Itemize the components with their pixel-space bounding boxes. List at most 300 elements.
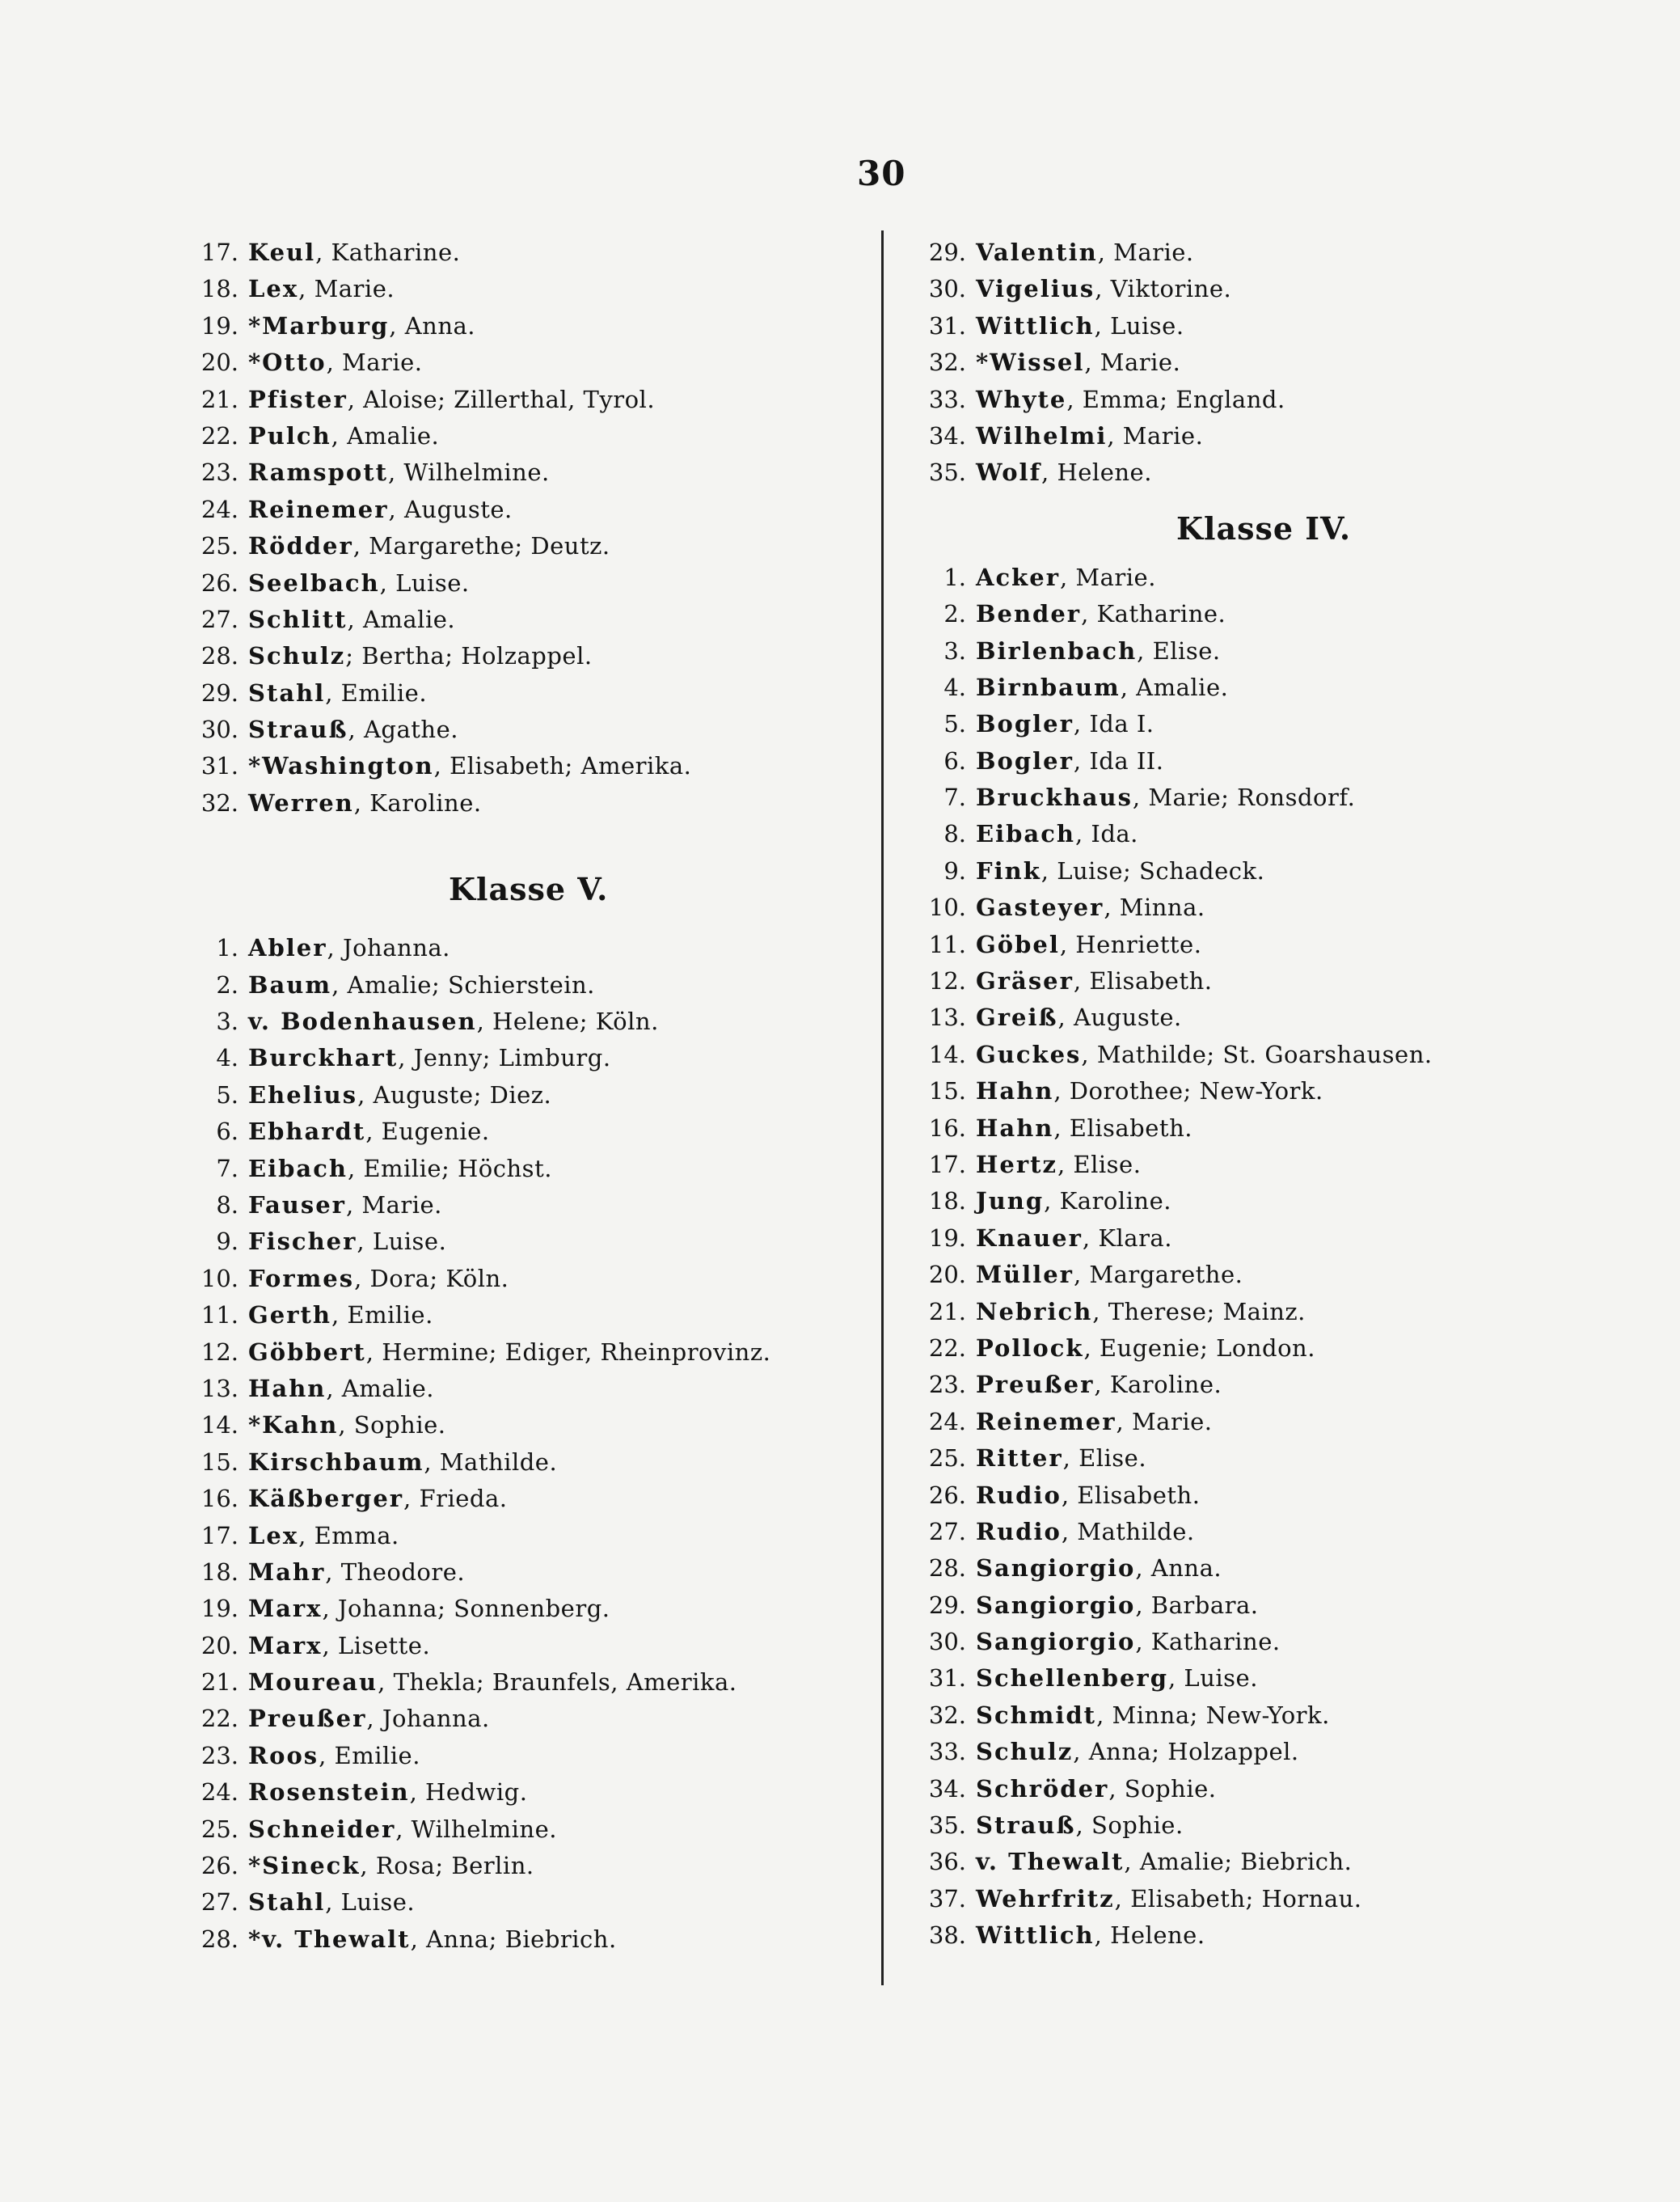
entry-number: 3. xyxy=(216,1008,238,1036)
list-item xyxy=(910,816,1637,852)
entry-surname: *Sineck xyxy=(248,1852,361,1880)
entry-details: , Elise. xyxy=(1057,1150,1142,1178)
list-item xyxy=(182,1664,910,1701)
entry-number: 31. xyxy=(928,1664,966,1693)
entry-surname: Valentin xyxy=(976,239,1098,266)
list-item xyxy=(182,930,910,966)
list-item xyxy=(182,454,910,491)
entry-surname: Wittlich xyxy=(976,1921,1095,1950)
entry-details: , Sophie. xyxy=(1075,1811,1184,1840)
entry-surname: Greiß xyxy=(976,1004,1058,1032)
entry-number: 11. xyxy=(201,1301,238,1329)
list-item xyxy=(910,308,1637,344)
entry-surname: Pollock xyxy=(976,1333,1084,1362)
entry-number: 22. xyxy=(201,421,238,450)
list-item xyxy=(910,1000,1637,1036)
entry-details: , Agathe. xyxy=(348,716,458,744)
list-item xyxy=(182,344,910,381)
entry-details: , Elisabeth; Hornau. xyxy=(1114,1884,1362,1912)
entry-number: 4. xyxy=(943,673,966,701)
entry-details: , Elisabeth. xyxy=(1073,967,1213,995)
list-item xyxy=(182,1701,910,1737)
entry-details: , Auguste. xyxy=(388,495,513,523)
entry-surname: Wehrfritz xyxy=(976,1884,1115,1912)
list-item xyxy=(182,1444,910,1481)
list-item xyxy=(182,382,910,418)
entry-surname: Käßberger xyxy=(248,1485,404,1513)
entry-surname: Schulz xyxy=(248,642,346,670)
entry-number: 20. xyxy=(201,1631,238,1659)
list-item xyxy=(182,1371,910,1407)
list-item xyxy=(182,1518,910,1554)
entry-details: , Anna; Biebrich. xyxy=(410,1925,617,1953)
entry-surname: Kirschbaum xyxy=(248,1448,424,1476)
entry-details: , Marie. xyxy=(298,275,395,303)
entry-number: 12. xyxy=(928,967,966,995)
list-item xyxy=(182,1554,910,1591)
list-item xyxy=(182,748,910,784)
list-item xyxy=(182,1628,910,1664)
list-item xyxy=(182,1921,910,1958)
entry-surname: Abler xyxy=(248,934,327,962)
entry-surname: Schneider xyxy=(248,1815,396,1843)
list-item xyxy=(910,596,1637,632)
entry-number: 19. xyxy=(201,1595,238,1623)
entry-surname: *Otto xyxy=(248,349,327,377)
list-item xyxy=(182,638,910,674)
list-item xyxy=(910,1330,1637,1367)
list-item xyxy=(910,454,1637,491)
entry-number: 17. xyxy=(201,239,238,266)
entry-details: , Marie. xyxy=(345,1190,442,1219)
list-item xyxy=(910,560,1637,596)
entry-details: , Emilie. xyxy=(331,1301,433,1329)
entry-details: , Marie. xyxy=(1097,239,1194,266)
list-item xyxy=(910,927,1637,963)
entry-details: , Margarethe. xyxy=(1073,1261,1243,1289)
list-item xyxy=(910,235,1637,271)
entry-details: , Hedwig. xyxy=(409,1778,528,1807)
entry-details: , Amalie; Biebrich. xyxy=(1124,1848,1353,1876)
entry-surname: Stahl xyxy=(248,1888,326,1917)
list-item xyxy=(910,1220,1637,1257)
entry-details: , Johanna. xyxy=(327,934,450,962)
entry-details: , Anna. xyxy=(389,311,476,340)
entry-surname: Sangiorgio xyxy=(976,1554,1136,1583)
entry-number: 21. xyxy=(201,385,238,413)
entry-details: , Emilie. xyxy=(325,678,428,707)
entry-surname: Werren xyxy=(248,788,354,817)
entry-details: , Mathilde. xyxy=(1061,1517,1195,1545)
list-item xyxy=(910,853,1637,890)
entry-number: 21. xyxy=(201,1668,238,1697)
entry-surname: Reinemer xyxy=(248,495,389,523)
entry-number: 26. xyxy=(201,1852,238,1880)
list-item xyxy=(182,712,910,748)
entry-details: , Ida. xyxy=(1074,820,1138,848)
entry-details: , Amalie. xyxy=(347,605,456,633)
entry-details: , Katharine. xyxy=(1081,600,1226,628)
entry-number: 30. xyxy=(201,716,238,744)
entry-surname: Ritter xyxy=(976,1444,1063,1473)
entry-number: 16. xyxy=(201,1485,238,1513)
list-item xyxy=(182,1407,910,1443)
entry-details: , Elise. xyxy=(1062,1444,1147,1473)
entry-surname: Göbbert xyxy=(248,1338,366,1366)
entry-details: , Wilhelmine. xyxy=(387,459,550,487)
entry-surname: Pulch xyxy=(248,421,331,450)
list-item xyxy=(182,1297,910,1333)
entry-details: , Auguste. xyxy=(1057,1004,1182,1032)
entry-surname: Acker xyxy=(976,563,1060,591)
list-item xyxy=(182,1040,910,1076)
entry-details: , Anna. xyxy=(1135,1554,1222,1583)
list-item xyxy=(910,633,1637,670)
entry-details: , Hermine; Ediger, Rheinprovinz. xyxy=(365,1338,771,1366)
class-heading-v: Klasse V. xyxy=(449,871,609,908)
entry-number: 28. xyxy=(201,642,238,670)
entry-details: , Ida I. xyxy=(1073,710,1154,738)
entry-surname: Sangiorgio xyxy=(976,1591,1136,1619)
entry-surname: Hahn xyxy=(976,1114,1054,1142)
entry-number: 25. xyxy=(201,532,238,560)
entry-surname: Whyte xyxy=(976,385,1067,413)
entry-number: 28. xyxy=(201,1925,238,1953)
entry-number: 31. xyxy=(201,752,238,780)
list-item xyxy=(182,1884,910,1921)
entry-surname: Birlenbach xyxy=(976,636,1138,665)
entry-details: , Helene; Köln. xyxy=(476,1008,659,1036)
entry-surname: Stahl xyxy=(248,678,326,707)
entry-surname: Sangiorgio xyxy=(976,1628,1136,1656)
entry-surname: Roos xyxy=(248,1741,319,1769)
class-iv-list xyxy=(910,560,1637,1955)
entry-details: , Luise. xyxy=(379,568,470,597)
list-item xyxy=(910,963,1637,1000)
entry-surname: Wittlich xyxy=(976,311,1095,340)
entry-number: 29. xyxy=(928,239,966,266)
entry-number: 30. xyxy=(928,275,966,303)
entry-number: 38. xyxy=(928,1921,966,1950)
list-item xyxy=(910,706,1637,742)
entry-number: 24. xyxy=(928,1407,966,1435)
entry-number: 18. xyxy=(201,1557,238,1586)
entry-surname: Gräser xyxy=(976,967,1074,995)
entry-details: , Emilie; Höchst. xyxy=(347,1154,552,1182)
list-item xyxy=(182,1738,910,1774)
entry-surname: Hahn xyxy=(976,1077,1054,1105)
list-item xyxy=(182,1591,910,1627)
entry-number: 10. xyxy=(201,1264,238,1292)
left-column xyxy=(182,235,910,1958)
list-item xyxy=(182,1077,910,1114)
entry-details: , Johanna. xyxy=(366,1705,490,1733)
list-item xyxy=(182,492,910,528)
list-item xyxy=(182,1114,910,1150)
entry-number: 24. xyxy=(201,495,238,523)
entry-number: 14. xyxy=(928,1040,966,1068)
page-number: 30 xyxy=(857,154,906,193)
entry-number: 21. xyxy=(928,1297,966,1325)
entry-details: , Emma. xyxy=(298,1521,399,1549)
list-item xyxy=(182,1848,910,1884)
left-top-list xyxy=(182,235,910,822)
entry-details: , Eugenie; London. xyxy=(1083,1333,1315,1362)
entry-surname: Pfister xyxy=(248,385,348,413)
entry-details: , Marie. xyxy=(1084,349,1181,377)
entry-surname: Hertz xyxy=(976,1150,1057,1178)
list-item xyxy=(910,670,1637,706)
entry-number: 37. xyxy=(928,1884,966,1912)
entry-details: , Klara. xyxy=(1082,1224,1172,1252)
entry-surname: Lex xyxy=(248,1521,299,1549)
entry-surname: Moureau xyxy=(248,1668,378,1697)
entry-surname: Formes xyxy=(248,1264,355,1292)
entry-number: 27. xyxy=(928,1517,966,1545)
entry-details: , Katharine. xyxy=(315,239,461,266)
entry-surname: Eibach xyxy=(976,820,1075,848)
entry-number: 19. xyxy=(928,1224,966,1252)
list-item xyxy=(910,780,1637,816)
entry-details: , Amalie. xyxy=(1120,673,1229,701)
list-item xyxy=(910,382,1637,418)
entry-surname: Burckhart xyxy=(248,1044,399,1072)
list-item xyxy=(910,1440,1637,1477)
entry-number: 6. xyxy=(943,746,966,775)
entry-surname: Preußer xyxy=(248,1705,367,1733)
entry-number: 10. xyxy=(928,894,966,922)
entry-details: , Karoline. xyxy=(1094,1371,1222,1399)
list-item xyxy=(182,1481,910,1517)
entry-surname: Mahr xyxy=(248,1557,326,1586)
entry-details: , Margarethe; Deutz. xyxy=(352,532,610,560)
list-item xyxy=(910,1697,1637,1734)
entry-details: , Henriette. xyxy=(1059,930,1202,958)
entry-surname: Fink xyxy=(976,856,1041,885)
entry-number: 29. xyxy=(928,1591,966,1619)
entry-number: 34. xyxy=(928,1774,966,1803)
entry-surname: Strauß xyxy=(248,716,348,744)
entry-surname: Ebhardt xyxy=(248,1118,366,1146)
entry-number: 13. xyxy=(201,1374,238,1402)
list-item xyxy=(182,967,910,1004)
entry-details: , Sophie. xyxy=(338,1411,446,1439)
entry-details: , Wilhelmine. xyxy=(395,1815,557,1843)
entry-number: 35. xyxy=(928,459,966,487)
entry-number: 22. xyxy=(928,1333,966,1362)
entry-number: 30. xyxy=(928,1628,966,1656)
entry-number: 5. xyxy=(216,1080,238,1109)
entry-details: , Luise. xyxy=(1168,1664,1258,1693)
entry-details: , Therese; Mainz. xyxy=(1092,1297,1306,1325)
list-item xyxy=(182,1811,910,1848)
list-item xyxy=(910,1624,1637,1660)
entry-surname: Gasteyer xyxy=(976,894,1104,922)
list-item xyxy=(910,418,1637,454)
entry-details: , Aloise; Zillerthal, Tyrol. xyxy=(347,385,656,413)
entry-surname: Ehelius xyxy=(248,1080,358,1109)
entry-details: , Luise. xyxy=(357,1228,447,1256)
entry-number: 15. xyxy=(201,1448,238,1476)
entry-details: , Thekla; Braunfels, Amerika. xyxy=(378,1668,737,1697)
entry-details: , Luise; Schadeck. xyxy=(1041,856,1265,885)
entry-details: , Dorothee; New-York. xyxy=(1053,1077,1323,1105)
entry-surname: Hahn xyxy=(248,1374,327,1402)
entry-surname: Lex xyxy=(248,275,299,303)
entry-number: 35. xyxy=(928,1811,966,1840)
entry-surname: Bogler xyxy=(976,746,1074,775)
entry-surname: Marx xyxy=(248,1631,323,1659)
list-item xyxy=(182,1334,910,1371)
entry-number: 8. xyxy=(216,1190,238,1219)
entry-surname: Rudio xyxy=(976,1517,1062,1545)
entry-surname: Reinemer xyxy=(976,1407,1116,1435)
entry-number: 7. xyxy=(216,1154,238,1182)
entry-details: ; Bertha; Holzappel. xyxy=(345,642,593,670)
entry-details: , Barbara. xyxy=(1135,1591,1259,1619)
entry-details: , Helene. xyxy=(1041,459,1152,487)
entry-surname: *Washington xyxy=(248,752,434,780)
entry-details: , Elise. xyxy=(1137,636,1221,665)
entry-number: 31. xyxy=(928,311,966,340)
entry-number: 26. xyxy=(928,1481,966,1509)
list-item xyxy=(910,1550,1637,1587)
entry-surname: Bogler xyxy=(976,710,1074,738)
entry-surname: Seelbach xyxy=(248,568,380,597)
entry-number: 17. xyxy=(201,1521,238,1549)
entry-surname: Birnbaum xyxy=(976,673,1121,701)
entry-details: , Mathilde. xyxy=(424,1448,558,1476)
entry-surname: Schröder xyxy=(976,1774,1109,1803)
entry-details: , Marie. xyxy=(1116,1407,1213,1435)
list-item xyxy=(182,308,910,344)
list-item xyxy=(182,602,910,638)
class-heading-iv: Klasse IV. xyxy=(1176,509,1352,547)
entry-number: 9. xyxy=(943,856,966,885)
entry-number: 18. xyxy=(928,1187,966,1215)
entry-details: , Marie; Ronsdorf. xyxy=(1132,784,1356,812)
entry-surname: Strauß xyxy=(976,1811,1076,1840)
entry-number: 36. xyxy=(928,1848,966,1876)
entry-number: 7. xyxy=(943,784,966,812)
entry-number: 32. xyxy=(201,788,238,817)
entry-number: 1. xyxy=(943,563,966,591)
list-item xyxy=(910,1881,1637,1917)
entry-details: , Emma; England. xyxy=(1066,385,1285,413)
list-item xyxy=(910,1734,1637,1770)
entry-details: , Theodore. xyxy=(325,1557,466,1586)
entry-details: , Frieda. xyxy=(403,1485,508,1513)
entry-details: , Luise. xyxy=(1094,311,1184,340)
list-item xyxy=(182,528,910,564)
entry-number: 20. xyxy=(201,349,238,377)
entry-details: , Jenny; Limburg. xyxy=(398,1044,611,1072)
entry-number: 12. xyxy=(201,1338,238,1366)
entry-details: , Elisabeth; Amerika. xyxy=(433,752,692,780)
entry-number: 6. xyxy=(216,1118,238,1146)
entry-surname: Guckes xyxy=(976,1040,1082,1068)
entry-surname: Jung xyxy=(976,1187,1045,1215)
list-item xyxy=(910,1404,1637,1440)
list-item xyxy=(910,1073,1637,1109)
entry-number: 33. xyxy=(928,1738,966,1766)
entry-surname: Bruckhaus xyxy=(976,784,1133,812)
entry-details: , Elisabeth. xyxy=(1061,1481,1201,1509)
entry-surname: Wilhelmi xyxy=(976,421,1108,450)
list-item xyxy=(910,890,1637,926)
entry-number: 2. xyxy=(216,970,238,999)
list-item xyxy=(182,418,910,454)
list-item xyxy=(910,271,1637,307)
entry-details: , Eugenie. xyxy=(365,1118,490,1146)
entry-surname: Göbel xyxy=(976,930,1060,958)
entry-number: 28. xyxy=(928,1554,966,1583)
entry-details: , Mathilde; St. Goarshausen. xyxy=(1081,1040,1433,1068)
entry-surname: *Kahn xyxy=(248,1411,339,1439)
entry-surname: *v. Thewalt xyxy=(248,1925,411,1953)
entry-details: , Elisabeth. xyxy=(1053,1114,1192,1142)
entry-surname: Schmidt xyxy=(976,1701,1097,1729)
entry-details: , Marie. xyxy=(326,349,423,377)
list-item xyxy=(910,1771,1637,1807)
list-item xyxy=(910,1807,1637,1844)
entry-surname: Müller xyxy=(976,1261,1074,1289)
entry-details: , Marie. xyxy=(1107,421,1204,450)
entry-details: , Amalie. xyxy=(331,421,440,450)
entry-details: , Marie. xyxy=(1059,563,1156,591)
entry-surname: Preußer xyxy=(976,1371,1095,1399)
list-item xyxy=(182,1151,910,1187)
list-item xyxy=(182,1004,910,1040)
entry-surname: *Wissel xyxy=(976,349,1085,377)
list-item xyxy=(910,1367,1637,1403)
list-item xyxy=(910,1587,1637,1624)
entry-number: 11. xyxy=(928,930,966,958)
entry-surname: Schlitt xyxy=(248,605,348,633)
entry-number: 25. xyxy=(928,1444,966,1473)
entry-number: 22. xyxy=(201,1705,238,1733)
entry-number: 2. xyxy=(943,600,966,628)
entry-details: , Luise. xyxy=(325,1888,416,1917)
entry-number: 13. xyxy=(928,1004,966,1032)
entry-surname: Baum xyxy=(248,970,332,999)
entry-surname: Bender xyxy=(976,600,1082,628)
list-item xyxy=(910,1917,1637,1954)
list-item xyxy=(182,1774,910,1811)
entry-surname: Nebrich xyxy=(976,1297,1093,1325)
entry-number: 14. xyxy=(201,1411,238,1439)
entry-details: , Auguste; Diez. xyxy=(357,1080,552,1109)
entry-number: 15. xyxy=(928,1077,966,1105)
entry-number: 25. xyxy=(201,1815,238,1843)
entry-details: , Katharine. xyxy=(1135,1628,1281,1656)
list-item xyxy=(910,1844,1637,1880)
entry-surname: Marx xyxy=(248,1595,323,1623)
entry-number: 27. xyxy=(201,605,238,633)
entry-surname: Knauer xyxy=(976,1224,1083,1252)
entry-number: 23. xyxy=(201,1741,238,1769)
list-item xyxy=(910,1183,1637,1219)
entry-number: 33. xyxy=(928,385,966,413)
entry-surname: Wolf xyxy=(976,459,1042,487)
entry-number: 20. xyxy=(928,1261,966,1289)
list-item xyxy=(910,1257,1637,1293)
entry-surname: Schulz xyxy=(976,1738,1074,1766)
entry-number: 3. xyxy=(943,636,966,665)
list-item xyxy=(182,565,910,602)
entry-number: 19. xyxy=(201,311,238,340)
right-column xyxy=(910,235,1637,1955)
